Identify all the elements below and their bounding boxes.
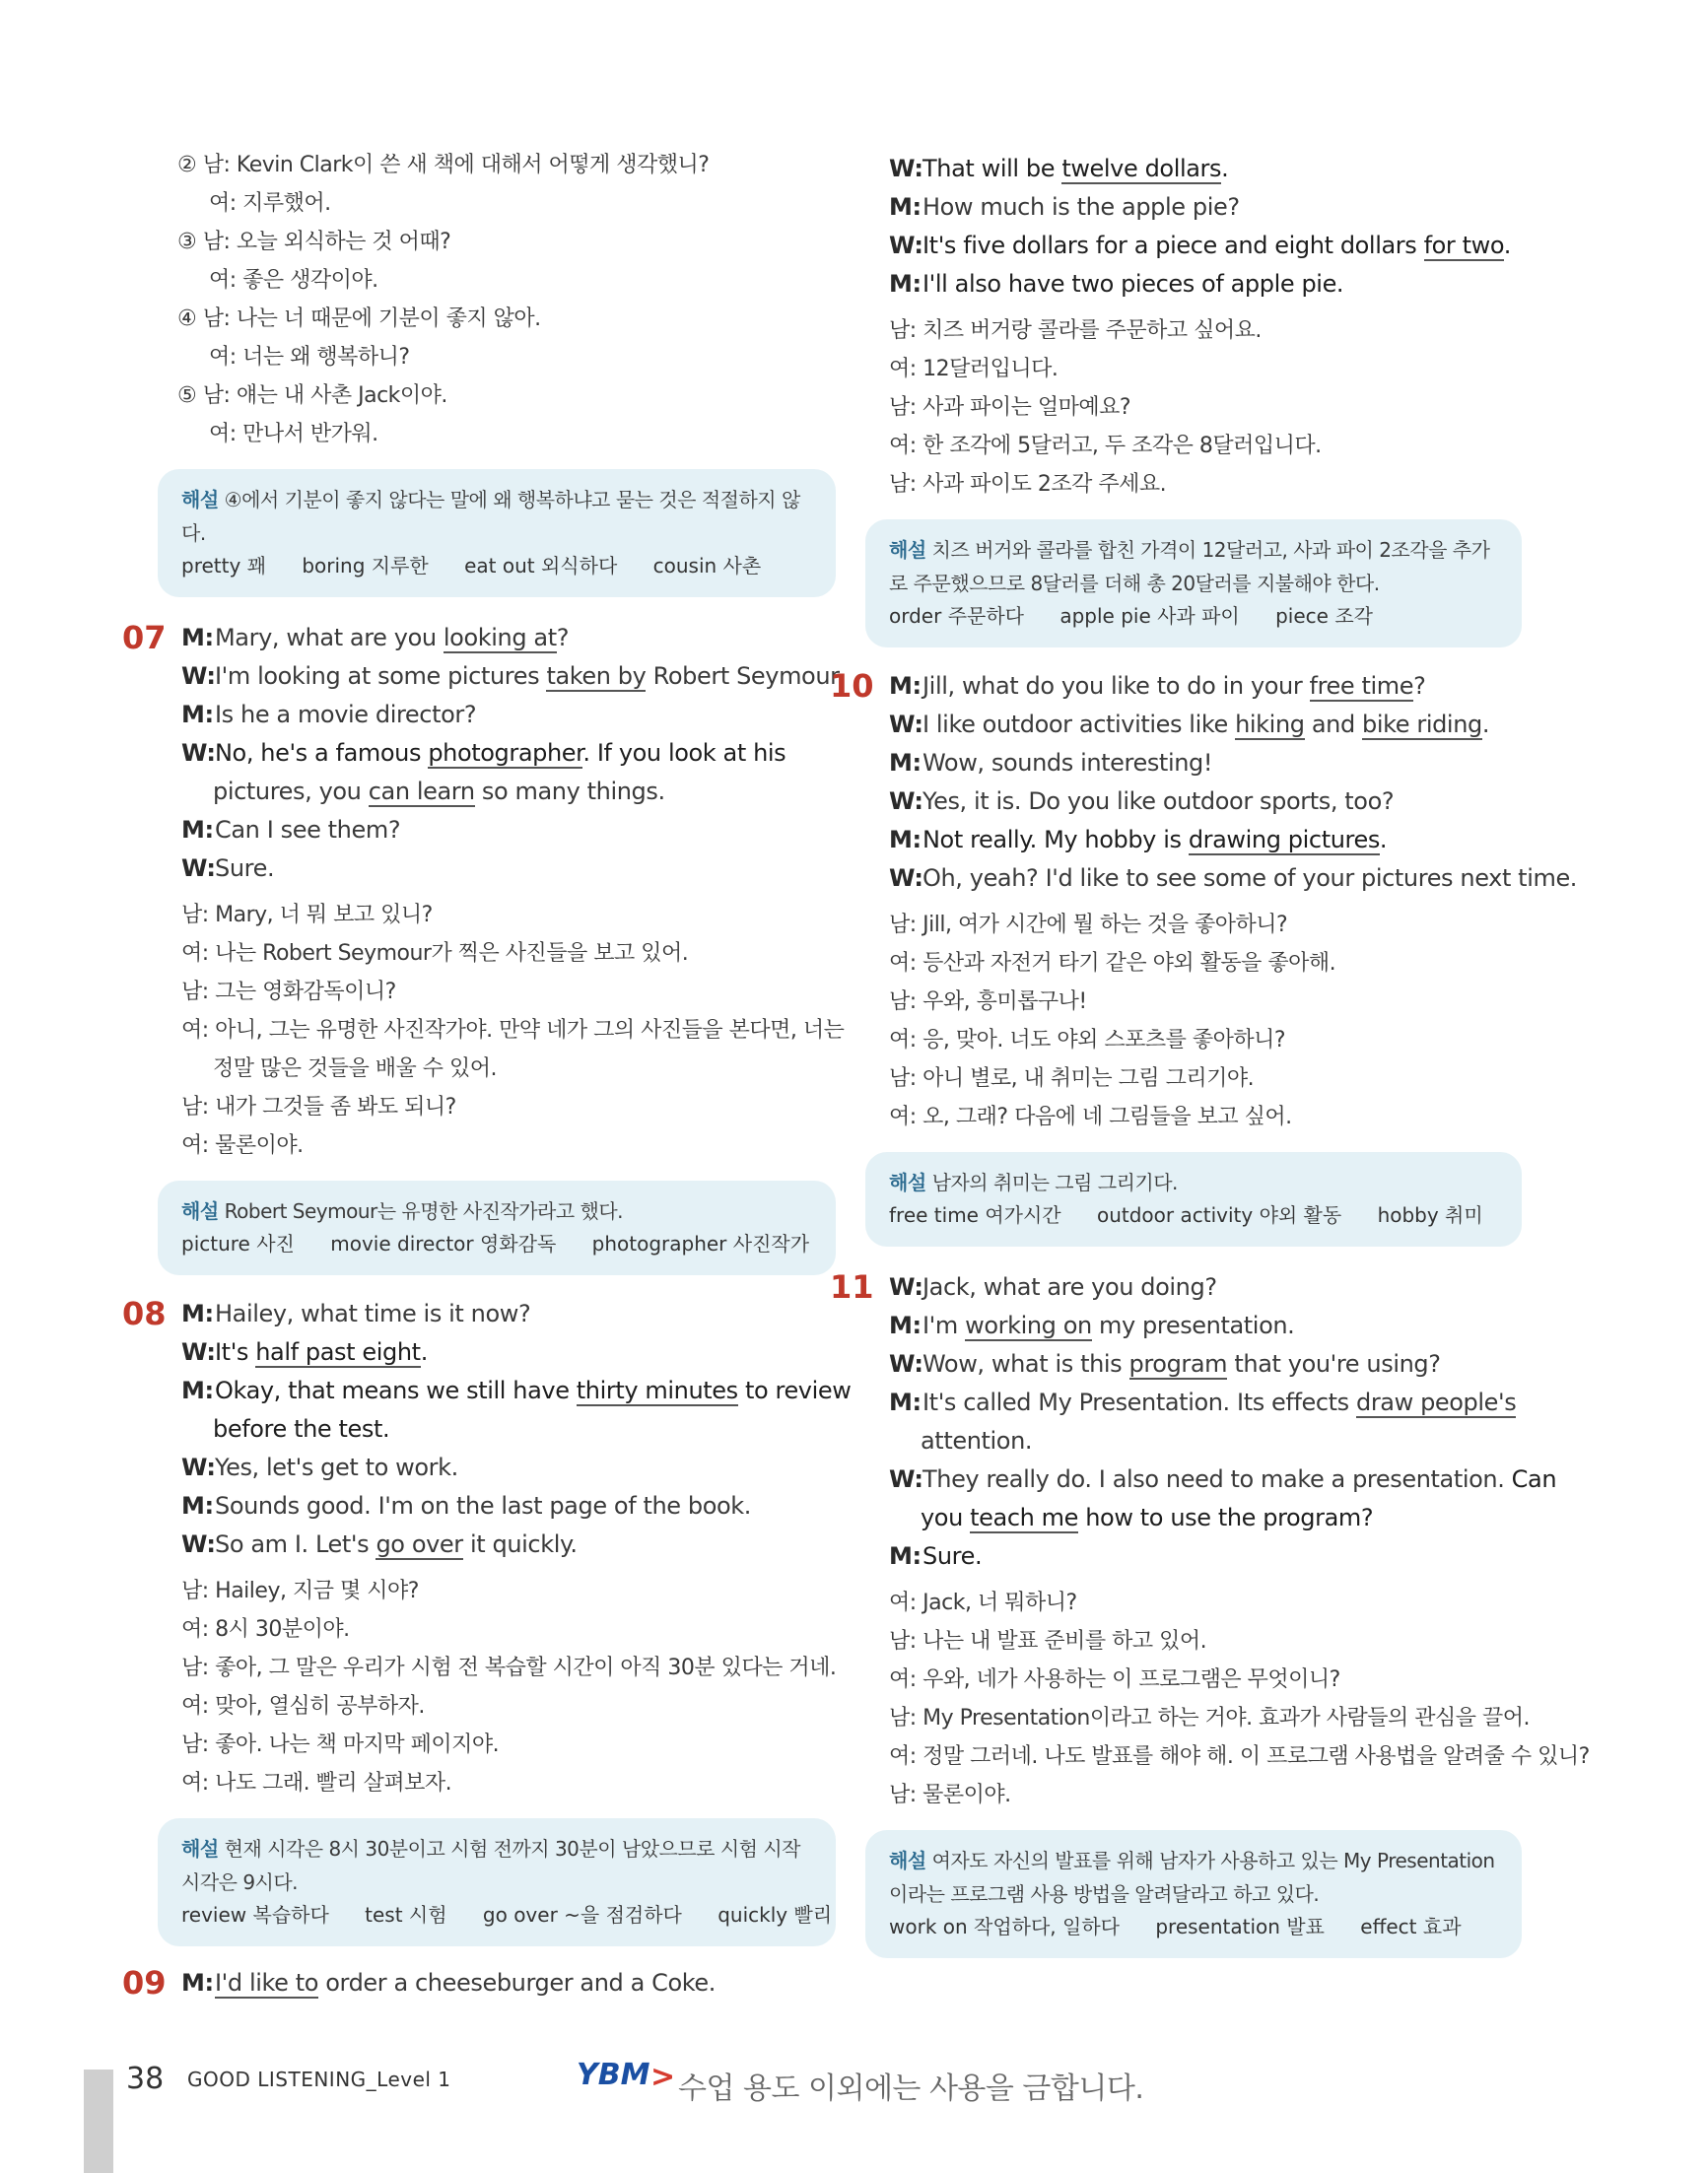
- question-number: 10: [830, 667, 874, 705]
- dialogue-line: you teach me how to use the program?: [921, 1504, 1374, 1531]
- q06-line: ⑤ 남: 얘는 내 사촌 Jack이야.: [177, 383, 447, 408]
- dialogue-line: M:Sounds good. I'm on the last page of the book.: [181, 1492, 752, 1520]
- vocab-list: order 주문하다 apple pie 사과 파이 piece 조각: [889, 604, 1373, 628]
- explanation-tag: 해설: [181, 488, 219, 511]
- dialogue-line: W:They really do. I also need to make a presentation. Can: [889, 1465, 1557, 1493]
- dialogue-line: W:I'm looking at some pictures taken by Robert Seymour.: [181, 662, 845, 690]
- dialogue-line: M:Wow, sounds interesting!: [889, 749, 1213, 777]
- page-number: 38: [126, 2062, 165, 2096]
- question-11: [830, 1268, 1590, 1958]
- dialogue-line: M:Sure.: [889, 1542, 983, 1570]
- dialogue-line: M:I'll also have two pieces of apple pie.: [889, 270, 1344, 298]
- brand-logo: YBM: [577, 2058, 650, 2092]
- q07-explanation-box: 해설 Robert Seymour는 유명한 사진작가라고 했다. picture 사진 movie director 영화감독 photographer 사진작가: [158, 1181, 836, 1275]
- dialogue-line: M:Can I see them?: [181, 816, 401, 844]
- vocab-item: pretty 꽤: [181, 554, 266, 577]
- question-09: [122, 1964, 828, 2003]
- question-number: 09: [122, 1964, 167, 2002]
- q07-translation: 남: Mary, 너 뭐 보고 있니? 여: 나는 Robert Seymour가 찍은 사진들을 보고 있어. 남: 그는 영화감독이니? 여: 아니, 그는 유명한 사진작가야. 만약 네가 그의 사진들을 본다면, 너는 정말 많은 것들을 배울 수 있어. 남: 내가 그것들 좀 봐도 되니? 여: 물론이야.: [181, 903, 845, 1158]
- dialogue-line: W:Yes, it is. Do you like outdoor sports, too?: [889, 787, 1395, 815]
- q06-explanation-box: [158, 469, 836, 597]
- question-number: 07: [122, 619, 167, 656]
- dialogue-line: W:No, he's a famous photographer. If you look at his: [181, 739, 786, 767]
- q11-translation: 여: Jack, 너 뭐하니? 남: 나는 내 발표 준비를 하고 있어. 여: 우와, 네가 사용하는 이 프로그램은 무엇이니? 남: My Presentation이라고 하는 거야. 효과가 사람들의 관심을 끌어. 여: 정말 그러네. 나도 발표를 해야 해. 이 프로그램 사용법을 알려줄 수 있니? 남: 물론이야.: [889, 1591, 1590, 1807]
- dialogue-line: before the test.: [213, 1415, 390, 1443]
- dialogue-line: M:How much is the apple pie?: [889, 193, 1240, 221]
- dialogue-line: M:Hailey, what time is it now?: [181, 1300, 531, 1327]
- q09-translation: 남: 치즈 버거랑 콜라를 주문하고 싶어요. 여: 12달러입니다. 남: 사과 파이는 얼마예요? 여: 한 조각에 5달러고, 두 조각은 8달러입니다. 남: 사과 파이도 2조각 주세요.: [889, 318, 1322, 497]
- vocab-list: review 복습하다 test 시험 go over ~을 점검하다 quickly 빨리: [181, 1903, 833, 1927]
- explanation-text: ④에서 기분이 좋지 않다는 말에 왜 행복하냐고 묻는 것은 적절하지 않다.: [181, 488, 800, 545]
- dialogue-line: W:Sure.: [181, 854, 275, 882]
- q08-explanation-box: 해설 현재 시각은 8시 30분이고 시험 전까지 30분이 남았으므로 시험 시작 시각은 9시다. review 복습하다 test 시험 go over ~을 점검하다 quickly 빨리: [158, 1818, 836, 1946]
- question-08: [122, 1295, 852, 1946]
- dialogue-line: M:Jill, what do you like to do in your free time?: [889, 672, 1426, 700]
- vocab-item: boring 지루한: [302, 554, 429, 577]
- vocab-list: work on 작업하다, 일하다 presentation 발표 effect 효과: [889, 1915, 1462, 1938]
- footer-side-bar: [84, 2070, 113, 2173]
- q10-translation: 남: Jill, 여가 시간에 뭘 하는 것을 좋아하니? 여: 등산과 자전거 타기 같은 야외 활동을 좋아해. 남: 우와, 흥미롭구나! 여: 응, 맞아. 너도 야외 스포츠를 좋아하니? 남: 아니 별로, 내 취미는 그림 그리기야. 여: 오, 그래? 다음에 네 그림들을 보고 싶어.: [889, 913, 1336, 1129]
- q06-line: ④ 남: 나는 너 때문에 기분이 좋지 않아.: [177, 306, 541, 331]
- q10-explanation-box: 해설 남자의 취미는 그림 그리기다. free time 여가시간 outdoor activity 야외 활동 hobby 취미: [865, 1152, 1522, 1247]
- chevron-right-icon: >: [650, 2060, 676, 2094]
- vocab-list: [181, 550, 812, 581]
- dialogue-line: W:That will be twelve dollars.: [889, 155, 1229, 182]
- dialogue-line: pictures, you can learn so many things.: [213, 778, 665, 805]
- dialogue-line: M:It's called My Presentation. Its effects draw people's: [889, 1389, 1517, 1416]
- usage-notice: 수업 용도 이외에는 사용을 금합니다.: [678, 2071, 1144, 2106]
- dialogue-line: M:Mary, what are you looking at?: [181, 624, 570, 651]
- question-10: [830, 667, 1578, 1247]
- dialogue-line: M:Not really. My hobby is drawing pictures.: [889, 826, 1388, 853]
- q06-line: 여: 좋은 생각이야.: [209, 268, 378, 293]
- vocab-item: eat out 외식하다: [464, 554, 618, 577]
- dialogue-line: attention.: [921, 1427, 1033, 1455]
- q09-explanation-box: 해설 치즈 버거와 콜라를 합친 가격이 12달러고, 사과 파이 2조각을 추가로 주문했으므로 8달러를 더해 총 20달러를 지불해야 한다. order 주문하다 apple pie 사과 파이 piece 조각: [865, 519, 1522, 647]
- q06-line: ③ 남: 오늘 외식하는 것 어때?: [177, 230, 451, 254]
- q06-line: 여: 만나서 반가워.: [209, 422, 378, 446]
- q06-translation: [177, 146, 828, 453]
- dialogue-line: W:I like outdoor activities like hiking and bike riding.: [889, 711, 1490, 738]
- dialogue-line: W:So am I. Let's go over it quickly.: [181, 1530, 578, 1558]
- dialogue-line: M:Okay, that means we still have thirty minutes to review: [181, 1377, 852, 1404]
- question-number: 11: [830, 1268, 874, 1306]
- dialogue-line: W:Jack, what are you doing?: [889, 1273, 1217, 1301]
- right-column: [830, 150, 1590, 1984]
- vocab-list: free time 여가시간 outdoor activity 야외 활동 hobby 취미: [889, 1203, 1483, 1227]
- dialogue-line: M:I'd like to order a cheeseburger and a Coke.: [181, 1969, 716, 1997]
- q08-translation: 남: Hailey, 지금 몇 시야? 여: 8시 30분이야. 남: 좋아, 그 말은 우리가 시험 전 복습할 시간이 아직 30분 있다는 거네. 여: 맞아, 열심히 공부하자. 남: 좋아. 나는 책 마지막 페이지야. 여: 나도 그래. 빨리 살펴보자.: [181, 1579, 837, 1796]
- book-title: GOOD LISTENING_Level 1: [187, 2068, 451, 2091]
- vocab-list: picture 사진 movie director 영화감독 photographer 사진작가: [181, 1232, 810, 1256]
- dialogue-line: W:Oh, yeah? I'd like to see some of your pictures next time.: [889, 864, 1578, 892]
- q06-line: ② 남: Kevin Clark이 쓴 새 책에 대해서 어떻게 생각했니?: [177, 153, 710, 177]
- dialogue-line: M:I'm working on my presentation.: [889, 1312, 1295, 1339]
- q06-line: 여: 지루했어.: [209, 191, 331, 216]
- vocab-item: cousin 사촌: [652, 554, 762, 577]
- dialogue-line: W:It's half past eight.: [181, 1338, 428, 1366]
- q06-line: 여: 너는 왜 행복하니?: [209, 345, 410, 370]
- dialogue-line: W:Wow, what is this program that you're using?: [889, 1350, 1441, 1378]
- question-number: 08: [122, 1295, 167, 1332]
- question-07: [122, 619, 845, 1275]
- dialogue-line: W:Yes, let's get to work.: [181, 1454, 458, 1481]
- dialogue-line: W:It's five dollars for a piece and eight dollars for two.: [889, 232, 1511, 259]
- dialogue-line: M:Is he a movie director?: [181, 701, 477, 728]
- q11-explanation-box: 해설 여자도 자신의 발표를 위해 남자가 사용하고 있는 My Presentation이라는 프로그램 사용 방법을 알려달라고 하고 있다. work on 작업하다, 일하다 presentation 발표 effect 효과: [865, 1830, 1522, 1958]
